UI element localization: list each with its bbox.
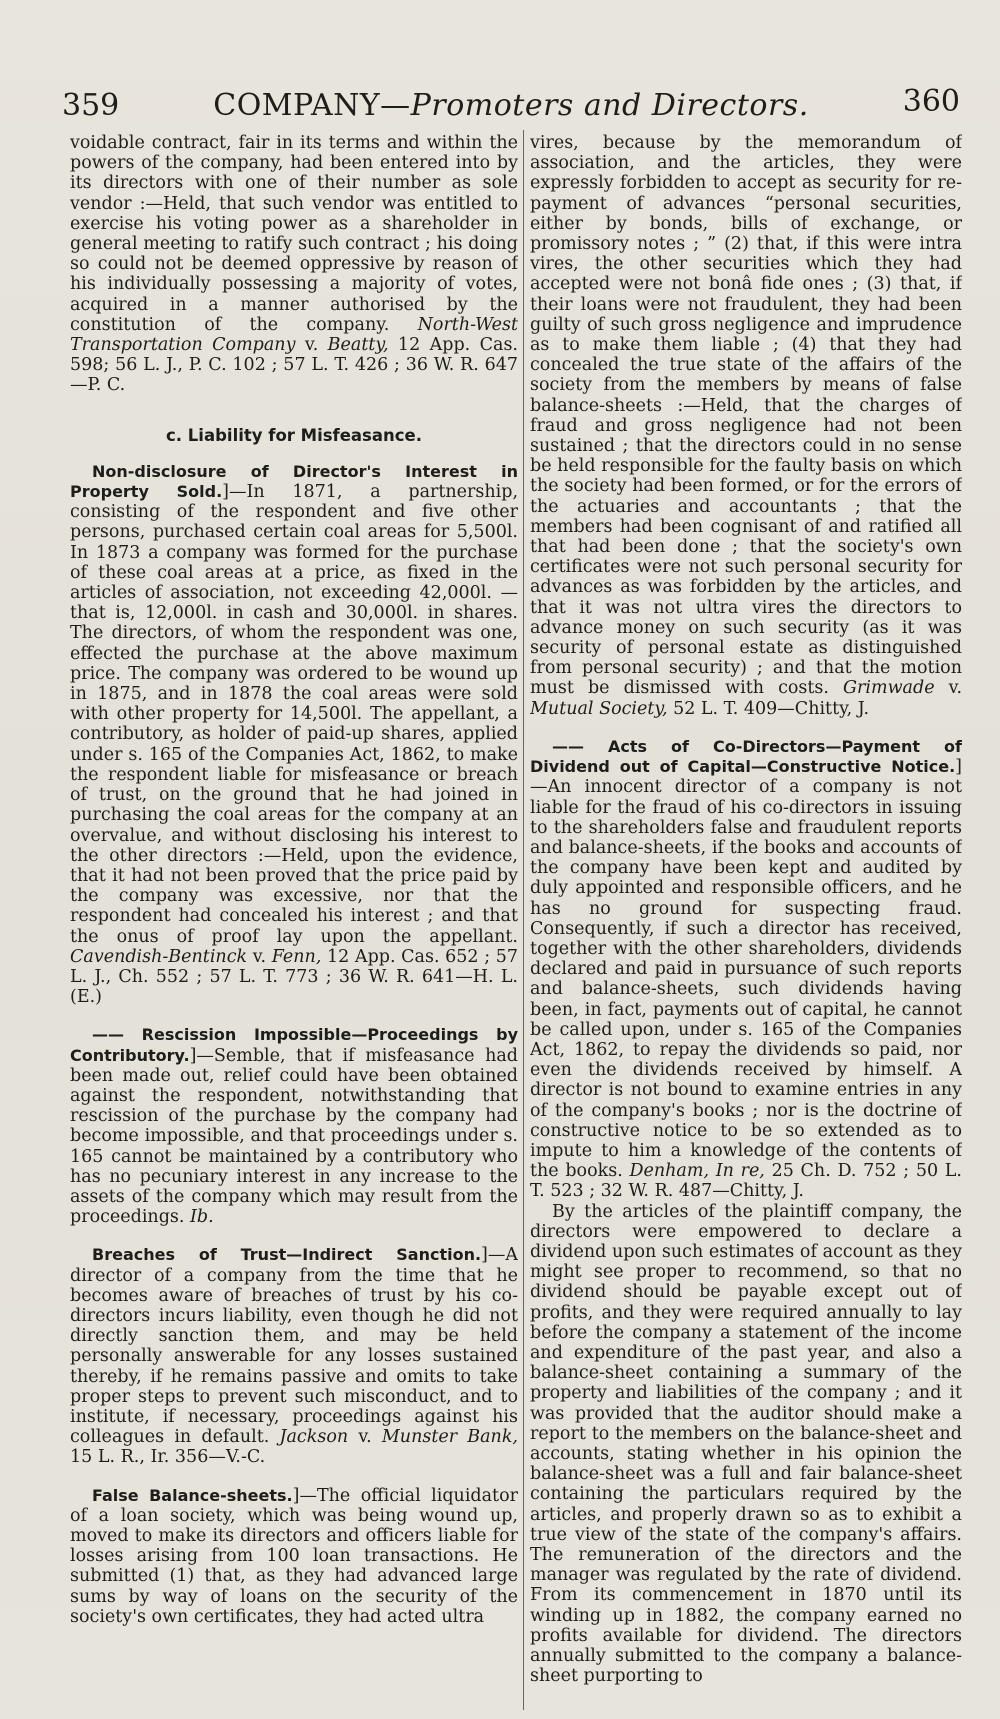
running-header (62, 84, 960, 128)
case-citation: Beatty, (327, 335, 389, 356)
running-title-italic: Promoters and Directors. (410, 88, 809, 123)
ibid-reference: Ib. (190, 1207, 214, 1228)
page-number-left: 359 (62, 88, 120, 123)
paragraph-false-balance-sheets: False Balance-sheets.]—The official liquidator of a loan society, which was being wound up, moved to make its directors and officers liable for losses arising from 100 loan transactions. He submitted (1) that, as they had advanced large sums by way of loans on the security of the society's own certificates, they had acted ultra (70, 1485, 518, 1627)
paragraph-heading: False Balance-sheets. (92, 1485, 293, 1505)
case-citation: North-West Transportation Company (70, 314, 518, 356)
paragraph-heading: —— Acts of Co-Directors—Payment of Dividend out of Capital—Constructive Notice. (530, 736, 962, 777)
case-citation: Denham, In re, (629, 1161, 765, 1182)
paragraph-ultra-vires: vires, because by the memorandum of association, and the articles, they were expressly forbidden to accept as security for re-payment of advances “personal securities, either by bonds, bills of exchange, or promissory notes ; ” (2) that, if this were intra vires, the other securities which they had accepted were not bonâ fide ones ; (3) that, if their loans were not fraudulent, they had been guilty of such gross negligence and imprudence as to make them liable ; (4) that they had concealed the true state of the affairs of the society from the members by means of false balance-sheets :—Held, that the charges of fraud and gross negligence had not been sustained ; that the directors could in no sense be held responsible for the faulty basis on which the society had been formed, or for the errors of the actuaries and accountants ; that the members had been cognisant of and ratified all that had been done ; that the society's own certificates were not such personal security for advances as was forbidden by the articles, and that it was not ultra vires the directors to advance money on such security (as it was security of personal estate as distinguished from personal security) ; and that the motion must be dismissed with costs. Grimwade v. Mutual Society, 52 L. T. 409—Chitty, J. (530, 133, 962, 719)
running-title (62, 88, 960, 123)
case-citation: Fenn, (271, 946, 322, 967)
left-column (70, 133, 518, 1693)
running-title-main: COMPANY— (213, 88, 411, 123)
case-citation: Cavendish-Bentinck (70, 946, 248, 967)
column-divider (523, 130, 524, 1710)
paragraph-heading: Non-disclosure of Director's Interest in Property Sold. (70, 461, 518, 502)
paragraph-breaches-of-trust: Breaches of Trust—Indirect Sanction.]—A director of a company from the time that he becomes aware of breaches of trust by his co-directors incurs liability, even though he did not directly sanction them, and may be held personally answerable for any losses sustained thereby, if he remains passive and omits to take proper steps to prevent such misconduct, and to institute, if necessary, proceedings against his colleagues in default. Jackson v. Munster Bank, 15 L. R., Ir. 356—V.-C. (70, 1245, 518, 1468)
page-number-right: 360 (902, 84, 960, 119)
section-heading: c. Liability for Misfeasance. (166, 425, 422, 445)
paragraph-heading: Breaches of Trust—Indirect Sanction. (92, 1245, 482, 1265)
case-citation: Munster Bank, (381, 1427, 518, 1448)
case-citation: Grimwade (843, 678, 935, 699)
paragraph-non-disclosure: Non-disclosure of Director's Interest in Property Sold.]—In 1871, a partnership, consisting of the respondent and five other persons, purchased certain coal areas for 5,500l. In 1873 a company was formed for the purchase of these coal areas at a price, as fixed in the articles of association, not exceeding 42,000l. — that is, 12,000l. in cash and 30,000l. in shares. The directors, of whom the respondent was one, effected the purchase at the above maximum price. The company was ordered to be wound up in 1875, and in 1878 the coal areas were sold with other property for 14,500l. The appellant, a contributory, as holder of paid-up shares, applied under s. 165 of the Companies Act, 1862, to make the respondent liable for misfeasance or breach of trust, on the ground that he had joined in purchasing the coal areas for the company at an overvalue, and without disclosing his interest to the other directors :—Held, upon the evidence, that it had not been proved that the price paid by the company was excessive, nor that the respondent had concealed his interest ; and that the onus of proof lay upon the appellant. Cavendish-Bentinck v. Fenn, 12 App. Cas. 652 ; 57 L. J., Ch. 552 ; 57 L. T. 773 ; 36 W. R. 641—H. L. (E.) (70, 461, 518, 1008)
case-citation: Mutual Society, (530, 698, 668, 719)
paragraph-rescission: —— Rescission Impossible—Proceedings by Contributory.]—Semble, that if misfeasance had been made out, relief could have been obtained against the respondent, notwithstanding that rescission of the purchase by the company had become impossible, and that proceedings under s. 165 cannot be maintained by a contributory who has no pecuniary interest in any increase to the assets of the company which may result from the proceedings. Ib. (70, 1025, 518, 1228)
paragraph-ratification: voidable contract, fair in its terms and within the powers of the company, had been entered into by its directors with one of their number as sole vendor :—Held, that such vendor was entitled to exercise his voting power as a shareholder in general meeting to ratify such contract ; his doing so could not be deemed oppressive by reason of his individually possessing a majority of votes, acquired in a manner authorised by the constitution of the company. North-West Transportation Company v. Beatty, 12 App. Cas. 598; 56 L. J., P. C. 102 ; 57 L. T. 426 ; 36 W. R. 647—P. C. (70, 133, 518, 396)
paragraph-heading: —— Rescission Impossible—Proceedings by Contributory. (70, 1025, 518, 1065)
right-column (530, 133, 962, 1693)
paragraph-articles-dividend: By the articles of the plaintiff company, the directors were empowered to declare a dividend upon such estimates of account as they might see proper to recommend, so that no dividend should be payable except out of profits, and they were required annually to lay before the company a statement of the income and expenditure of the past year, and also a balance-sheet containing a summary of the property and liabilities of the company ; and it was provided that the auditor should make a report to the members on the balance-sheet and accounts, stating whether in his opinion the balance-sheet was a full and fair balance-sheet containing the particulars required by the articles, and properly drawn so as to exhibit a true view of the state of the company's affairs. The remuneration of the directors and the manager was regulated by the rate of dividend. From its commencement in 1870 until its winding up in 1882, the company earned no profits available for dividend. The directors annually submitted to the company a balance-sheet purporting to (530, 1201, 962, 1687)
paragraph-co-directors: —— Acts of Co-Directors—Payment of Dividend out of Capital—Constructive Notice.]—An innocent director of a company is not liable for the fraud of his co-directors in issuing to the shareholders false and fraudulent reports and balance-sheets, if the books and accounts of the company have been kept and audited by duly appointed and responsible officers, and he has no ground for suspecting fraud. Consequently, if such a director has received, together with the other shareholders, dividends declared and paid in pursuance of such reports and balance-sheets, such dividends having been, in fact, payments out of capital, he cannot be called upon, under s. 165 of the Companies Act, 1862, to repay the dividends so paid, nor even the dividends received by himself. A director is not bound to examine entries in any of the company's books ; nor is the doctrine of constructive notice to be so extended as to impute to him a knowledge of the contents of the books. Denham, In re, 25 Ch. D. 752 ; 50 L. T. 523 ; 32 W. R. 487—Chitty, J. (530, 736, 962, 1202)
case-citation: Jackson (279, 1427, 349, 1448)
